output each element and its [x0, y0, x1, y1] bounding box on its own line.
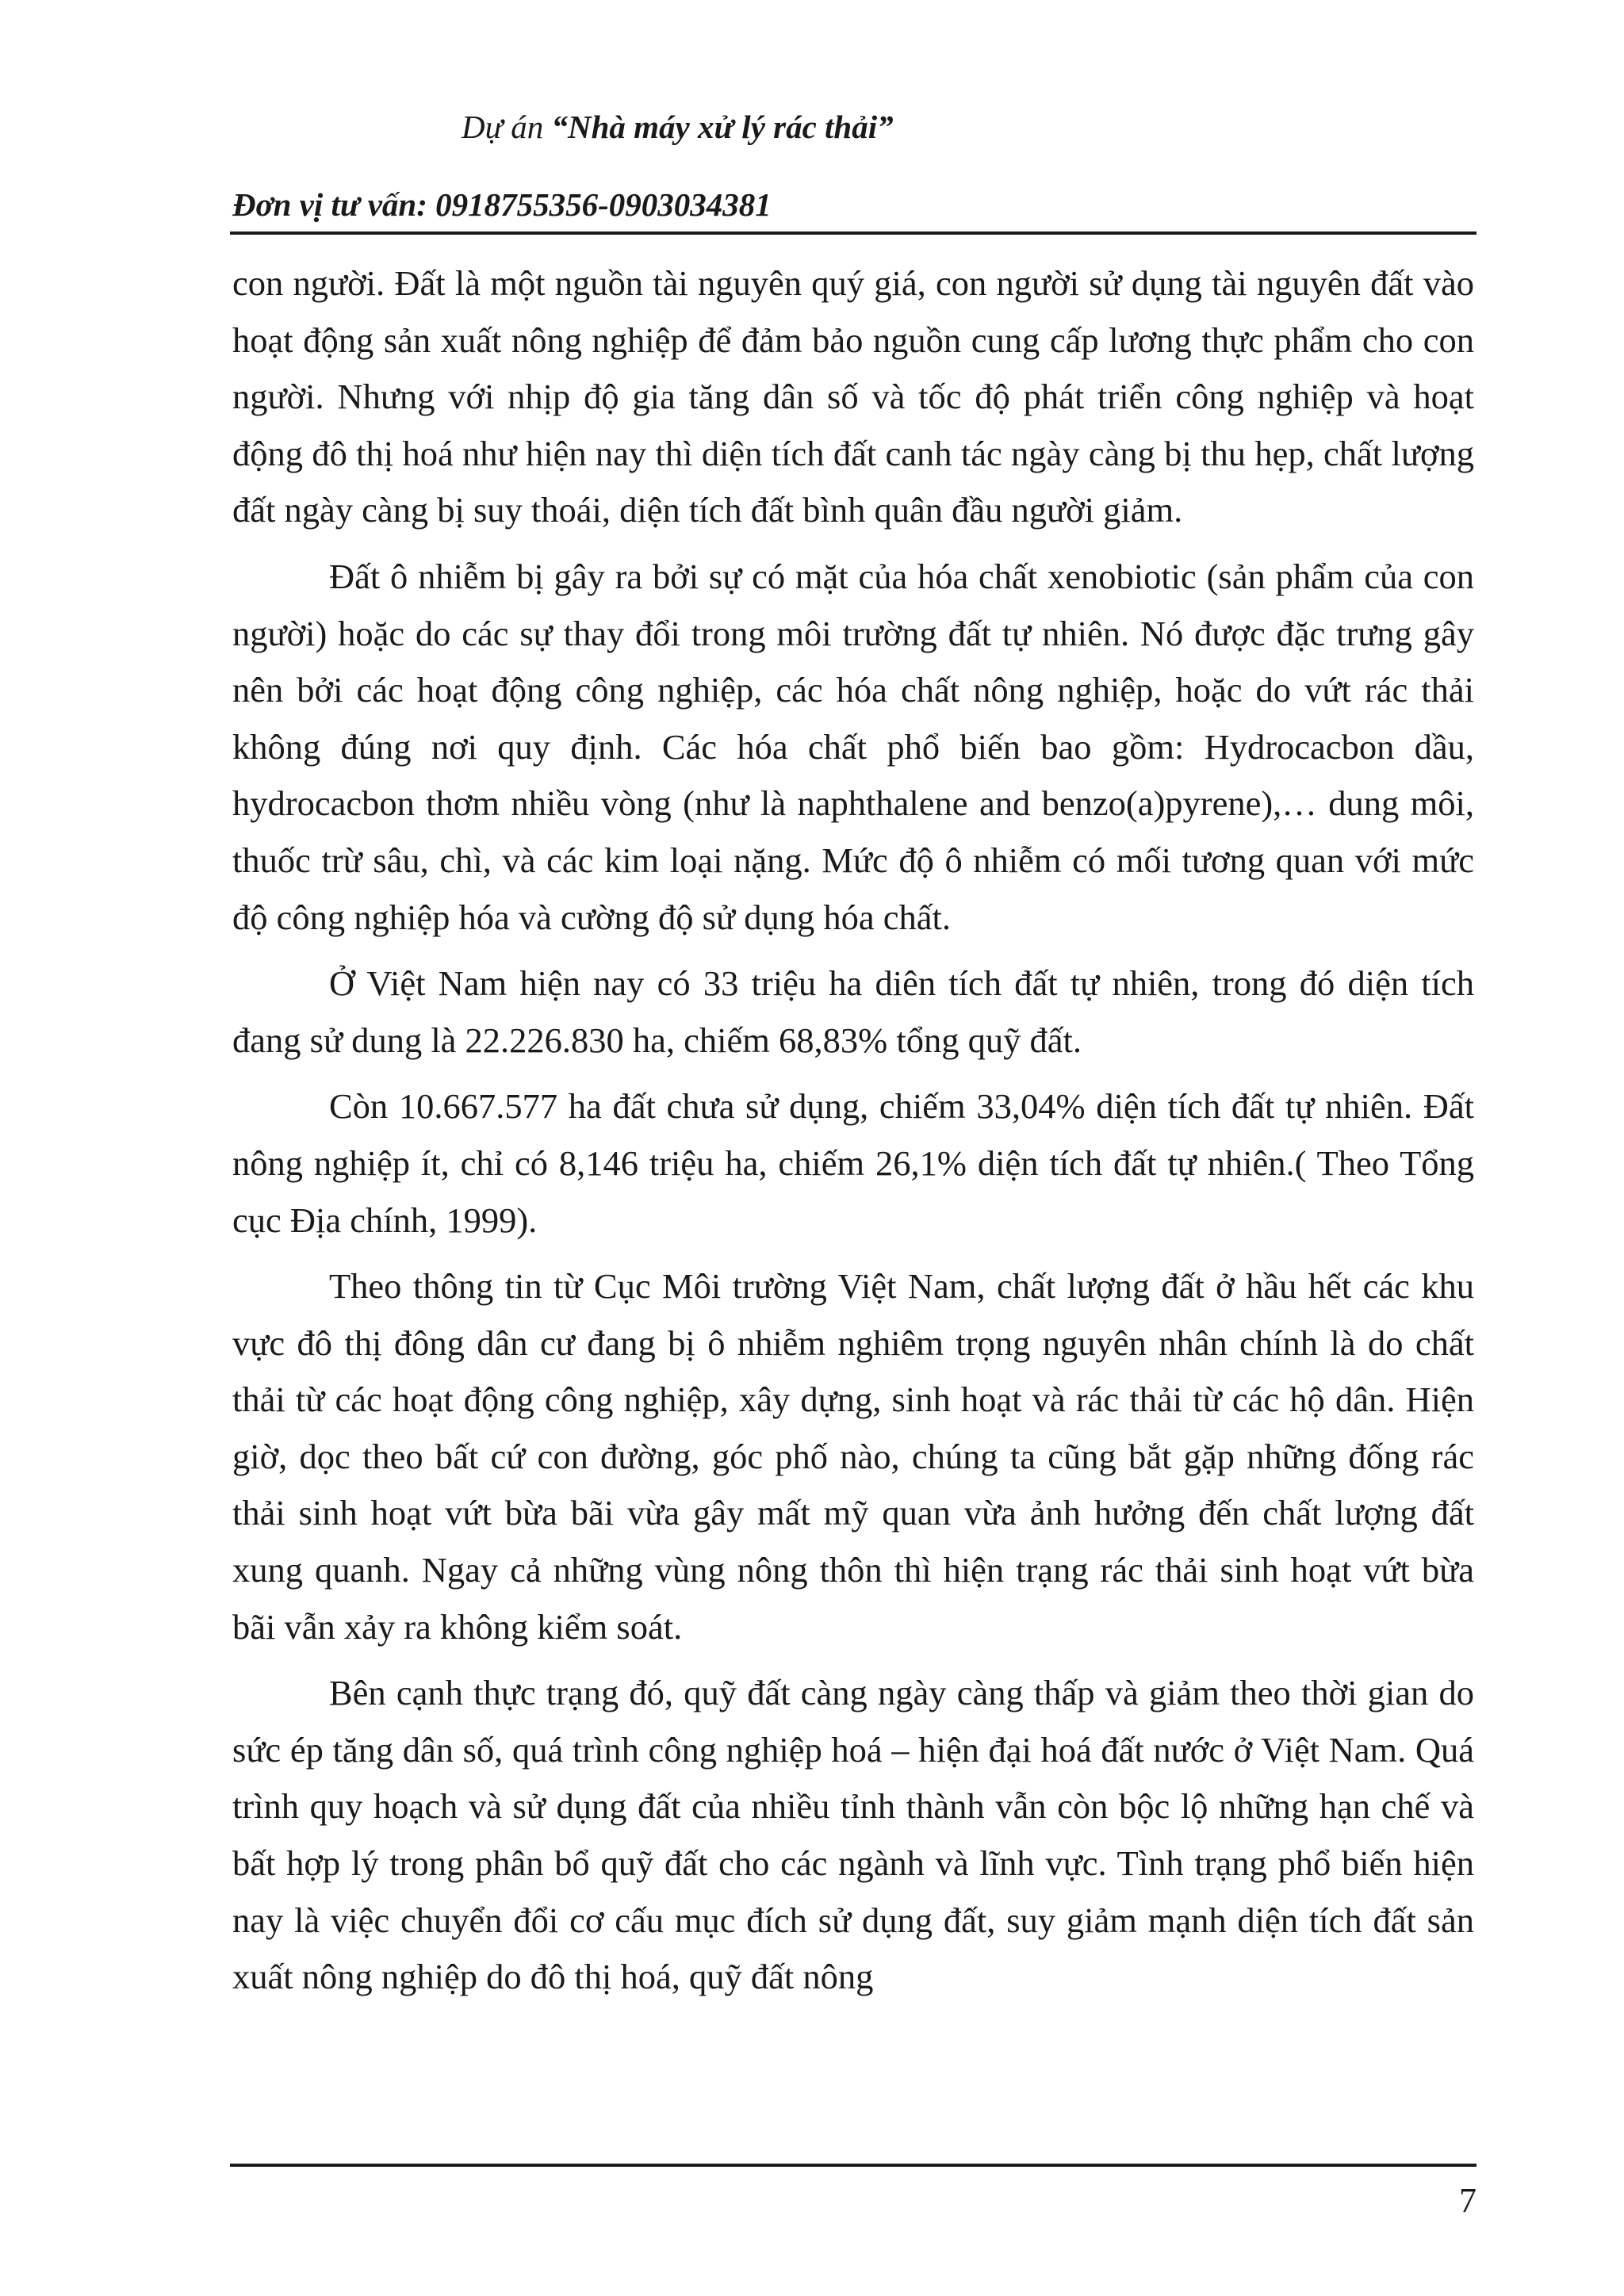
- paragraph: con người. Đất là một nguồn tài nguyên quý giá, con người sử dụng tài nguyên đất vào hoạt động sản xuất nông nghiệp để đảm bảo nguồn cung cấp lương thực phẩm cho con người. Nhưng với nhịp độ gia tăng dân số và tốc độ phát triển công nghiệp và hoạt động đô thị hoá như hiện nay thì diện tích đất canh tác ngày càng bị thu hẹp, chất lượng đất ngày càng bị suy thoái, diện tích đất bình quân đầu người giảm.: [232, 263, 1474, 530]
- header-divider: [230, 232, 1477, 235]
- header-project-name: “Nhà máy xử lý rác thải”: [551, 109, 894, 145]
- paragraph: Theo thông tin từ Cục Môi trường Việt Nam, chất lượng đất ở hầu hết các khu vực đô thị đông dân cư đang bị ô nhiễm nghiêm trọng nguyên nhân chính là do chất thải từ các hoạt động công nghiệp, xây dựng, sinh hoạt và rác thải từ các hộ dân. Hiện giờ, dọc theo bất cứ con đường, góc phố nào, chúng ta cũng bắt gặp những đống rác thải sinh hoạt vứt bừa bãi vừa gây mất mỹ quan vừa ảnh hưởng đến chất lượng đất xung quanh. Ngay cả những vùng nông thôn thì hiện trạng rác thải sinh hoạt vứt bừa bãi vẫn xảy ra không kiểm soát.: [232, 1266, 1474, 1647]
- paragraph: Ở Việt Nam hiện nay có 33 triệu ha diên tích đất tự nhiên, trong đó diện tích đang sử dung là 22.226.830 ha, chiếm 68,83% tổng quỹ đất.: [232, 963, 1474, 1060]
- paragraph: Còn 10.667.577 ha đất chưa sử dụng, chiếm 33,04% diện tích đất tự nhiên. Đất nông nghiệp ít, chỉ có 8,146 triệu ha, chiếm 26,1% diện tích đất tự nhiên.( Theo Tổng cục Địa chính, 1999).: [232, 1086, 1474, 1240]
- page-number: 7: [1459, 2181, 1477, 2220]
- paragraph: Đất ô nhiễm bị gây ra bởi sự có mặt của hóa chất xenobiotic (sản phẩm của con người) hoặc do các sự thay đổi trong môi trường đất tự nhiên. Nó được đặc trưng gây nên bởi các hoạt động công nghiệp, các hóa chất nông nghiệp, hoặc do vứt rác thải không đúng nơi quy định. Các hóa chất phổ biến bao gồm: Hydrocacbon dầu, hydrocacbon thơm nhiều vòng (như là naphthalene and benzo(a)pyrene),… dung môi, thuốc trừ sâu, chì, và các kim loại nặng. Mức độ ô nhiễm có mối tương quan với mức độ công nghiệp hóa và cường độ sử dụng hóa chất.: [232, 556, 1474, 937]
- paragraph: Bên cạnh thực trạng đó, quỹ đất càng ngày càng thấp và giảm theo thời gian do sức ép tăng dân số, quá trình công nghiệp hoá – hiện đại hoá đất nước ở Việt Nam. Quá trình quy hoạch và sử dụng đất của nhiều tỉnh thành vẫn còn bộc lộ những hạn chế và bất hợp lý trong phân bổ quỹ đất cho các ngành và lĩnh vực. Tình trạng phổ biến hiện nay là việc chuyển đổi cơ cấu mục đích sử dụng đất, suy giảm mạnh diện tích đất sản xuất nông nghiệp do đô thị hoá, quỹ đất nông: [232, 1673, 1474, 1997]
- footer-divider: [230, 2164, 1477, 2167]
- header-title-prefix: Dự án: [462, 109, 552, 145]
- header-contact: Đơn vị tư vấn: 0918755356-0903034381: [232, 186, 772, 223]
- body-text: [232, 255, 1474, 2006]
- header-title: [462, 108, 894, 146]
